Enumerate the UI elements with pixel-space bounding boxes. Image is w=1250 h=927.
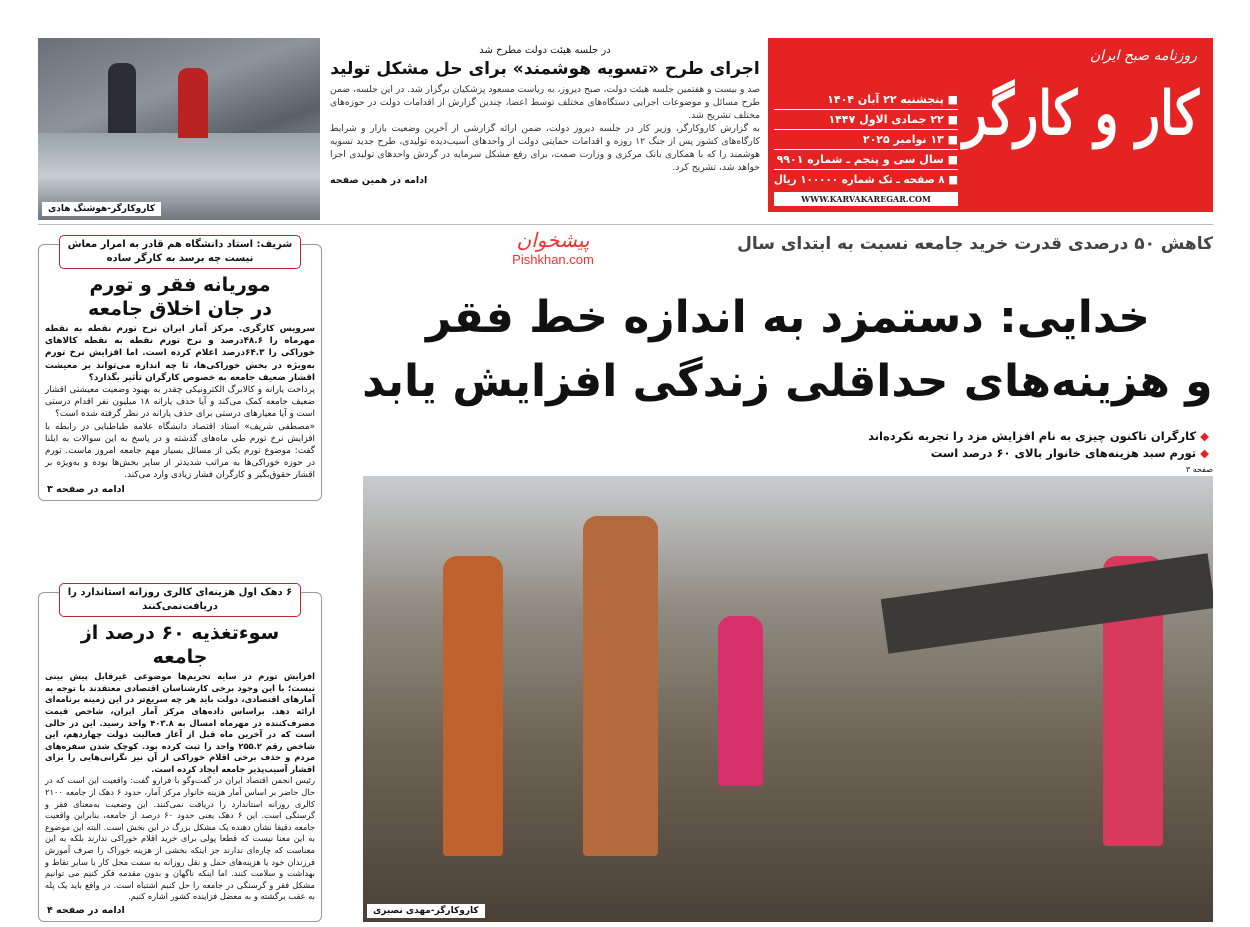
- website-url[interactable]: WWW.KARVAKAREGAR.COM: [774, 192, 958, 206]
- issue-date-hijri: ■ ۲۲ جمادی الاول ۱۴۴۷: [774, 110, 958, 130]
- continued-link[interactable]: ادامه در همین صفحه: [330, 175, 428, 186]
- bullet-text: کارگران تاکنون چیزی به نام افزایش مزد را تجربه نکرده‌اند: [868, 429, 1197, 443]
- story-callout: شریف: استاد دانشگاه هم قادر به امرار معاش نیست چه برسد به کارگر ساده: [59, 235, 301, 269]
- masthead-logo-area: [963, 78, 1199, 150]
- divider: [38, 224, 1213, 225]
- story-paragraph: «مصطفی شریف» استاد اقتصاد دانشگاه علامه طباطبایی در رابطه با افزایش نرخ تورم طی ماه‌های گذشته و در پاسخ به این سوالات به ایلنا گفت: موضوع تورم یکی از مسائل بسیار مهم جامعه امروز ماست. تورم در حوزه خوراکی‌ها به مراتب شدیدتر از سایر بخش‌ها بوده و به‌ویژه بر اقشار حقوق‌بگیر و کارگران فشار زیادی وارد می‌کند.: [45, 421, 315, 481]
- diamond-icon: ◆: [1200, 446, 1209, 460]
- issue-info: [774, 90, 958, 189]
- issue-price: ■ ۸ صفحه ـ تک شماره ۱۰۰۰۰۰ ریال: [773, 173, 958, 186]
- story-kicker: در جلسه هیئت دولت مطرح شد: [479, 45, 611, 56]
- watermark-logo: [493, 228, 613, 267]
- left-story-1: [38, 239, 322, 501]
- photo-worker: [108, 63, 136, 133]
- subheadline: [613, 228, 1213, 256]
- photo-worker: [443, 556, 503, 856]
- photo-credit: کاروکارگر-هوشنگ هادی: [42, 202, 161, 216]
- main-headline: [363, 286, 1213, 414]
- story-lead: افزایش تورم در سایه تحریم‌ها موضوعی غیرقابل پیش بینی نیست؛ با این وجود برخی کارشناسان اقتصادی معتقدند با توجه به آمارهای اقتصادی، دولت باید هر چه سریع‌تر در این زمینه برنامه‌ای ارائه دهد. براساس داده‌های مرکز آمار ایران، شاخص قیمت مصرف‌کننده در مهرماه امسال به ۴۰۳.۸ واحد رسید. این در حالی است که در آخرین ماه قبل از آغاز فعالیت دولت چهاردهم، این شاخص رقم ۲۵۵.۲ واحد را ثبت کرده بود. کوچک شدن سفره‌های مردم و حذف برخی اقلام خوراکی از آن نیز نگرانی‌هایی را برای اقشار آسیب‌پذیر جامعه ایجاد کرده است.: [45, 671, 315, 774]
- watermark-en: Pishkhan.com: [512, 252, 594, 267]
- issue-number: ■ سال سی و پنجم ـ شماره ۹۹۰۱: [774, 150, 958, 170]
- main-column: [363, 228, 1213, 922]
- story-body: [39, 321, 321, 482]
- issue-date-gregorian: ■ ۱۳ نوامبر ۲۰۲۵: [774, 130, 958, 150]
- subheadline-row: [363, 228, 1213, 278]
- story-paragraph: رئیس انجمن اقتصاد ایران در گفت‌وگو با فرارو گفت: واقعیت این است که در حال حاضر بر اساس آمار هزینه خانوار مرکز آمار، حدود ۶ دهک از جامعه ۲۱۰۰ کالری روزانه استاندارد را دریافت نمی‌کنند. این وضعیت به‌معنای فقر و گرسنگی است. این ۶ دهک یعنی حدود ۶۰ درصد از جامعه، بنابراین واقعیت جامعه دقیقا نشان دهنده یک مشکل بزرگ در این بخش است. البته این موضوع به این معنا نیست که قطعا پولی برای خرید اقلام خوراکی ندارند بلکه به این معناست که چاره‌ای ندارند جز اینکه بخشی از هزینه خوراک را صرف آموزش فرزندان خود یا هزینه‌های حمل و نقل روزانه به سمت محل کار یا سایر نقاط و بهداشت و سلامت کنند. اما اینکه ناگهان و بدون مقدمه فکر کنیم می توانیم مشکل فقر و گرسنگی در جامعه را حل کنیم اشتباه است. در واقع باید یک پله به عقب برگشته و به معضل فزاینده کشور اشاره کنیم.: [45, 775, 315, 902]
- story-title: اجرای طرح «تسویه هوشمند» برای حل مشکل تولید: [330, 59, 760, 79]
- watermark-fa: پیشخوان: [516, 228, 590, 252]
- masthead: [768, 38, 1213, 212]
- story-paragraph: صد و بیست و هفتمین جلسه هیئت دولت، صبح دیروز، به ریاست مسعود پزشکیان برگزار شد. در این جلسه، ضمن طرح مسائل و موضوعات اجرایی دستگاه‌های مختلف توسط اعضا، چندین گزارش از اقدامات دولت در حوزه‌های مختلف تشریح شد.: [330, 84, 760, 121]
- story-lead: سرویس کارگری. مرکز آمار ایران نرخ تورم نقطه به نقطه مهرماه را ۴۸.۶درصد و نرخ تورم نقطه به نقطه کالاهای خوراکی را ۶۴.۳درصد اعلام کرده است. اما افزایش نرخ تورم به‌ویژه در بخش خوراکی‌ها، تا چه اندازه می‌تواند بر معیشت اقشار ضعیف جامعه به خصوص کارگران تأثیر بگذارد؟: [45, 324, 316, 383]
- photo-credit: کاروکارگر-مهدی نصیری: [367, 904, 485, 918]
- subheadline-text: کاهش ۵۰ درصدی قدرت خرید جامعه نسبت به ابتدای سال: [737, 234, 1213, 254]
- headline-line: خدایی: دستمزد به اندازه خط فقر: [426, 292, 1150, 343]
- continued-link[interactable]: ادامه در صفحه ۳: [47, 483, 125, 495]
- story-paragraph: به گزارش کاروکارگر، وزیر کار در جلسه دیروز دولت، ضمن ارائه گزارشی از آخرین وضعیت بازار و شرایط کارگاه‌های کشور پس از جنگ ۱۲ روزه و اقدامات حمایتی دولت از واحدهای آسیب‌دیده تولیدی، طرح جدید تسویه هوشمند را که با همکاری بانک مرکزی و وزارت صمت، برای رفع مشکل سرمایه در گردش واحدهای تولیدی اجرا خواهد شد، تشریح کرد.: [330, 123, 760, 173]
- photo-worker: [178, 68, 208, 138]
- story-paragraph: پرداخت یارانه و کالابرگ الکترونیکی چقدر به بهبود وضعیت معیشتی اقشار ضعیف جامعه کمک می‌کند و آیا حذف یارانه ۱۸ میلیون نفر اقدام درستی است و آیا معیارهای درستی برای حذف یارانه در نظر گرفته شده است؟: [45, 385, 315, 420]
- left-story-2: [38, 587, 322, 922]
- left-column: [38, 239, 322, 922]
- main-photo: [363, 476, 1213, 922]
- story-title: موریانه فقر و تورم در جان اخلاق جامعه: [87, 274, 273, 320]
- top-photo: [38, 38, 320, 220]
- masthead-tagline: روزنامه صبح ایران: [1089, 48, 1197, 64]
- continued-link[interactable]: ادامه در صفحه ۴: [47, 905, 125, 916]
- bullet-text: تورم سبد هزینه‌های خانوار بالای ۶۰ درصد است: [930, 446, 1197, 460]
- issue-date-persian: ■ پنجشنبه ۲۲ آبان ۱۴۰۴: [774, 90, 958, 110]
- page-reference[interactable]: صفحه ۳: [1185, 465, 1213, 474]
- top-story: [330, 44, 760, 187]
- bullet-item: [363, 428, 1209, 445]
- story-callout: ۶ دهک اول هزینه‌ای کالری روزانه استاندارد را دریافت‌نمی‌کنند: [59, 583, 301, 617]
- story-title: سوءتغذیه ۶۰ درصد از جامعه: [80, 622, 280, 669]
- photo-machinery: [881, 553, 1213, 653]
- headline-line: و هزینه‌های حداقلی زندگی افزایش یابد: [362, 356, 1213, 407]
- story-body: [39, 669, 321, 903]
- headline-bullets: [363, 428, 1213, 462]
- photo-worker: [718, 616, 763, 786]
- diamond-icon: ◆: [1200, 429, 1209, 443]
- bullet-item: [363, 445, 1209, 462]
- photo-worker: [583, 516, 658, 856]
- masthead-logo: کار و کارگر: [962, 79, 1199, 149]
